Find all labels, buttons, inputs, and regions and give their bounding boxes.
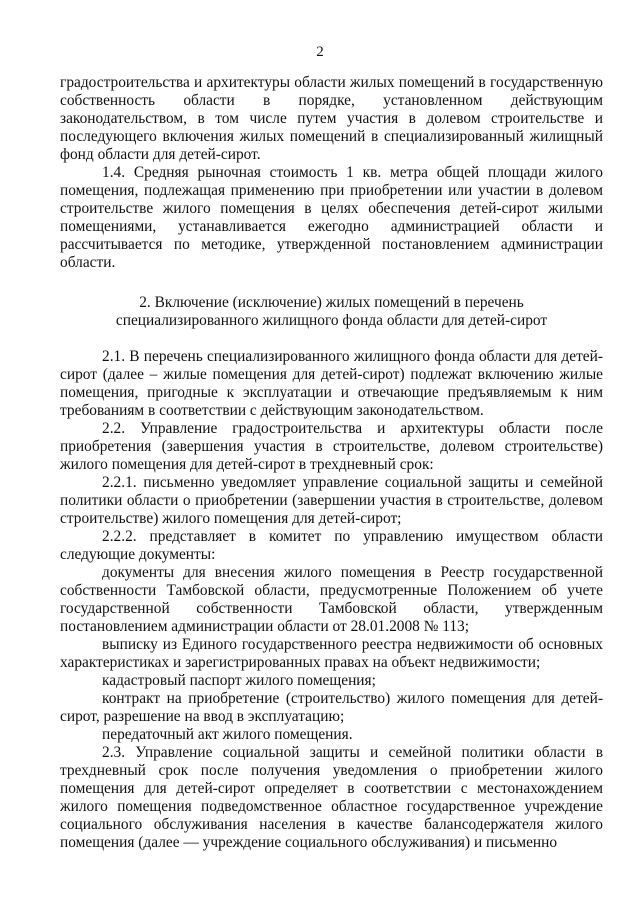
- paragraph-cadastral-passport: кадастровый паспорт жилого помещения;: [102, 672, 376, 689]
- paragraph-continuation: градостроительства и архитектуры области жилых помещений в государственную собственность области в порядке, установленном действующим законодательством, в том числе путем участия в долевом строительстве и последующего включения жилых помещений в специализированный жилищный фонд области для детей-сирот.: [60, 74, 603, 163]
- paragraph-2-2-2: 2.2.2. представляет в комитет по управлению имуществом области следующие документы:: [60, 528, 603, 563]
- paragraph-extract: выписку из Единого государственного реестра недвижимости об основных характеристиках и зарегистрированных правах на объект недвижимости;: [60, 636, 603, 671]
- paragraph-2-2: 2.2. Управление градостроительства и архитектуры области после приобретения (завершения участия в строительстве, долевом строительстве) жилого помещения для детей-сирот в трехдневный срок:: [60, 420, 603, 473]
- paragraph-2-2-1: 2.2.1. письменно уведомляет управление социальной защиты и семейной политики области о приобретении (завершении участия в строительстве, долевом строительстве) жилого помещения для детей-сирот;: [60, 474, 603, 527]
- section-2-heading: [60, 294, 603, 330]
- document-body: [60, 74, 603, 852]
- paragraph-1-4: 1.4. Средняя рыночная стоимость 1 кв. метра общей площади жилого помещения, подлежащая применению при приобретении или участии в долевом строительстве жилого помещения в целях обеспечения детей-сирот жилыми помещениями, устанавливается ежегодно администрацией области и рассчитывается по методике, утвержденной постановлением администрации области.: [60, 164, 603, 271]
- paragraph-documents: документы для внесения жилого помещения в Реестр государственной собственности Тамбовской области, предусмотренные Положением об учете государственной собственности Тамбовской области, утвержденным постановлением администрации области от 28.01.2008 № 113;: [60, 564, 603, 635]
- paragraph-2-3: 2.3. Управление социальной защиты и семейной политики области в трехдневный срок после получения уведомления о приобретении жилого помещения для детей-сирот определяет в соответствии с местонахождением жилого помещения подведомственное областное государственное учреждение социального обслуживания населения в качестве балансодержателя жилого помещения (далее –– учреждение социального обслуживания) и письменно: [60, 744, 603, 851]
- section-heading-line-2: специализированного жилищного фонда области для детей-сирот: [115, 312, 548, 329]
- paragraph-contract: контракт на приобретение (строительство) жилого помещения для детей-сирот, разрешение на ввод в эксплуатацию;: [60, 690, 603, 725]
- paragraph-2-1: 2.1. В перечень специализированного жилищного фонда области для детей-сирот (далее – жилые помещения для детей-сирот) подлежат включению жилые помещения, пригодные к эксплуатации и отвечающие предъявляемым к ним требованиям в соответствии с действующим законодательством.: [60, 348, 603, 419]
- paragraph-transfer-act: передаточный акт жилого помещения.: [102, 726, 353, 743]
- section-heading-line-1: 2. Включение (исключение) жилых помещений в перечень: [139, 294, 524, 311]
- page-number: 2: [316, 44, 324, 60]
